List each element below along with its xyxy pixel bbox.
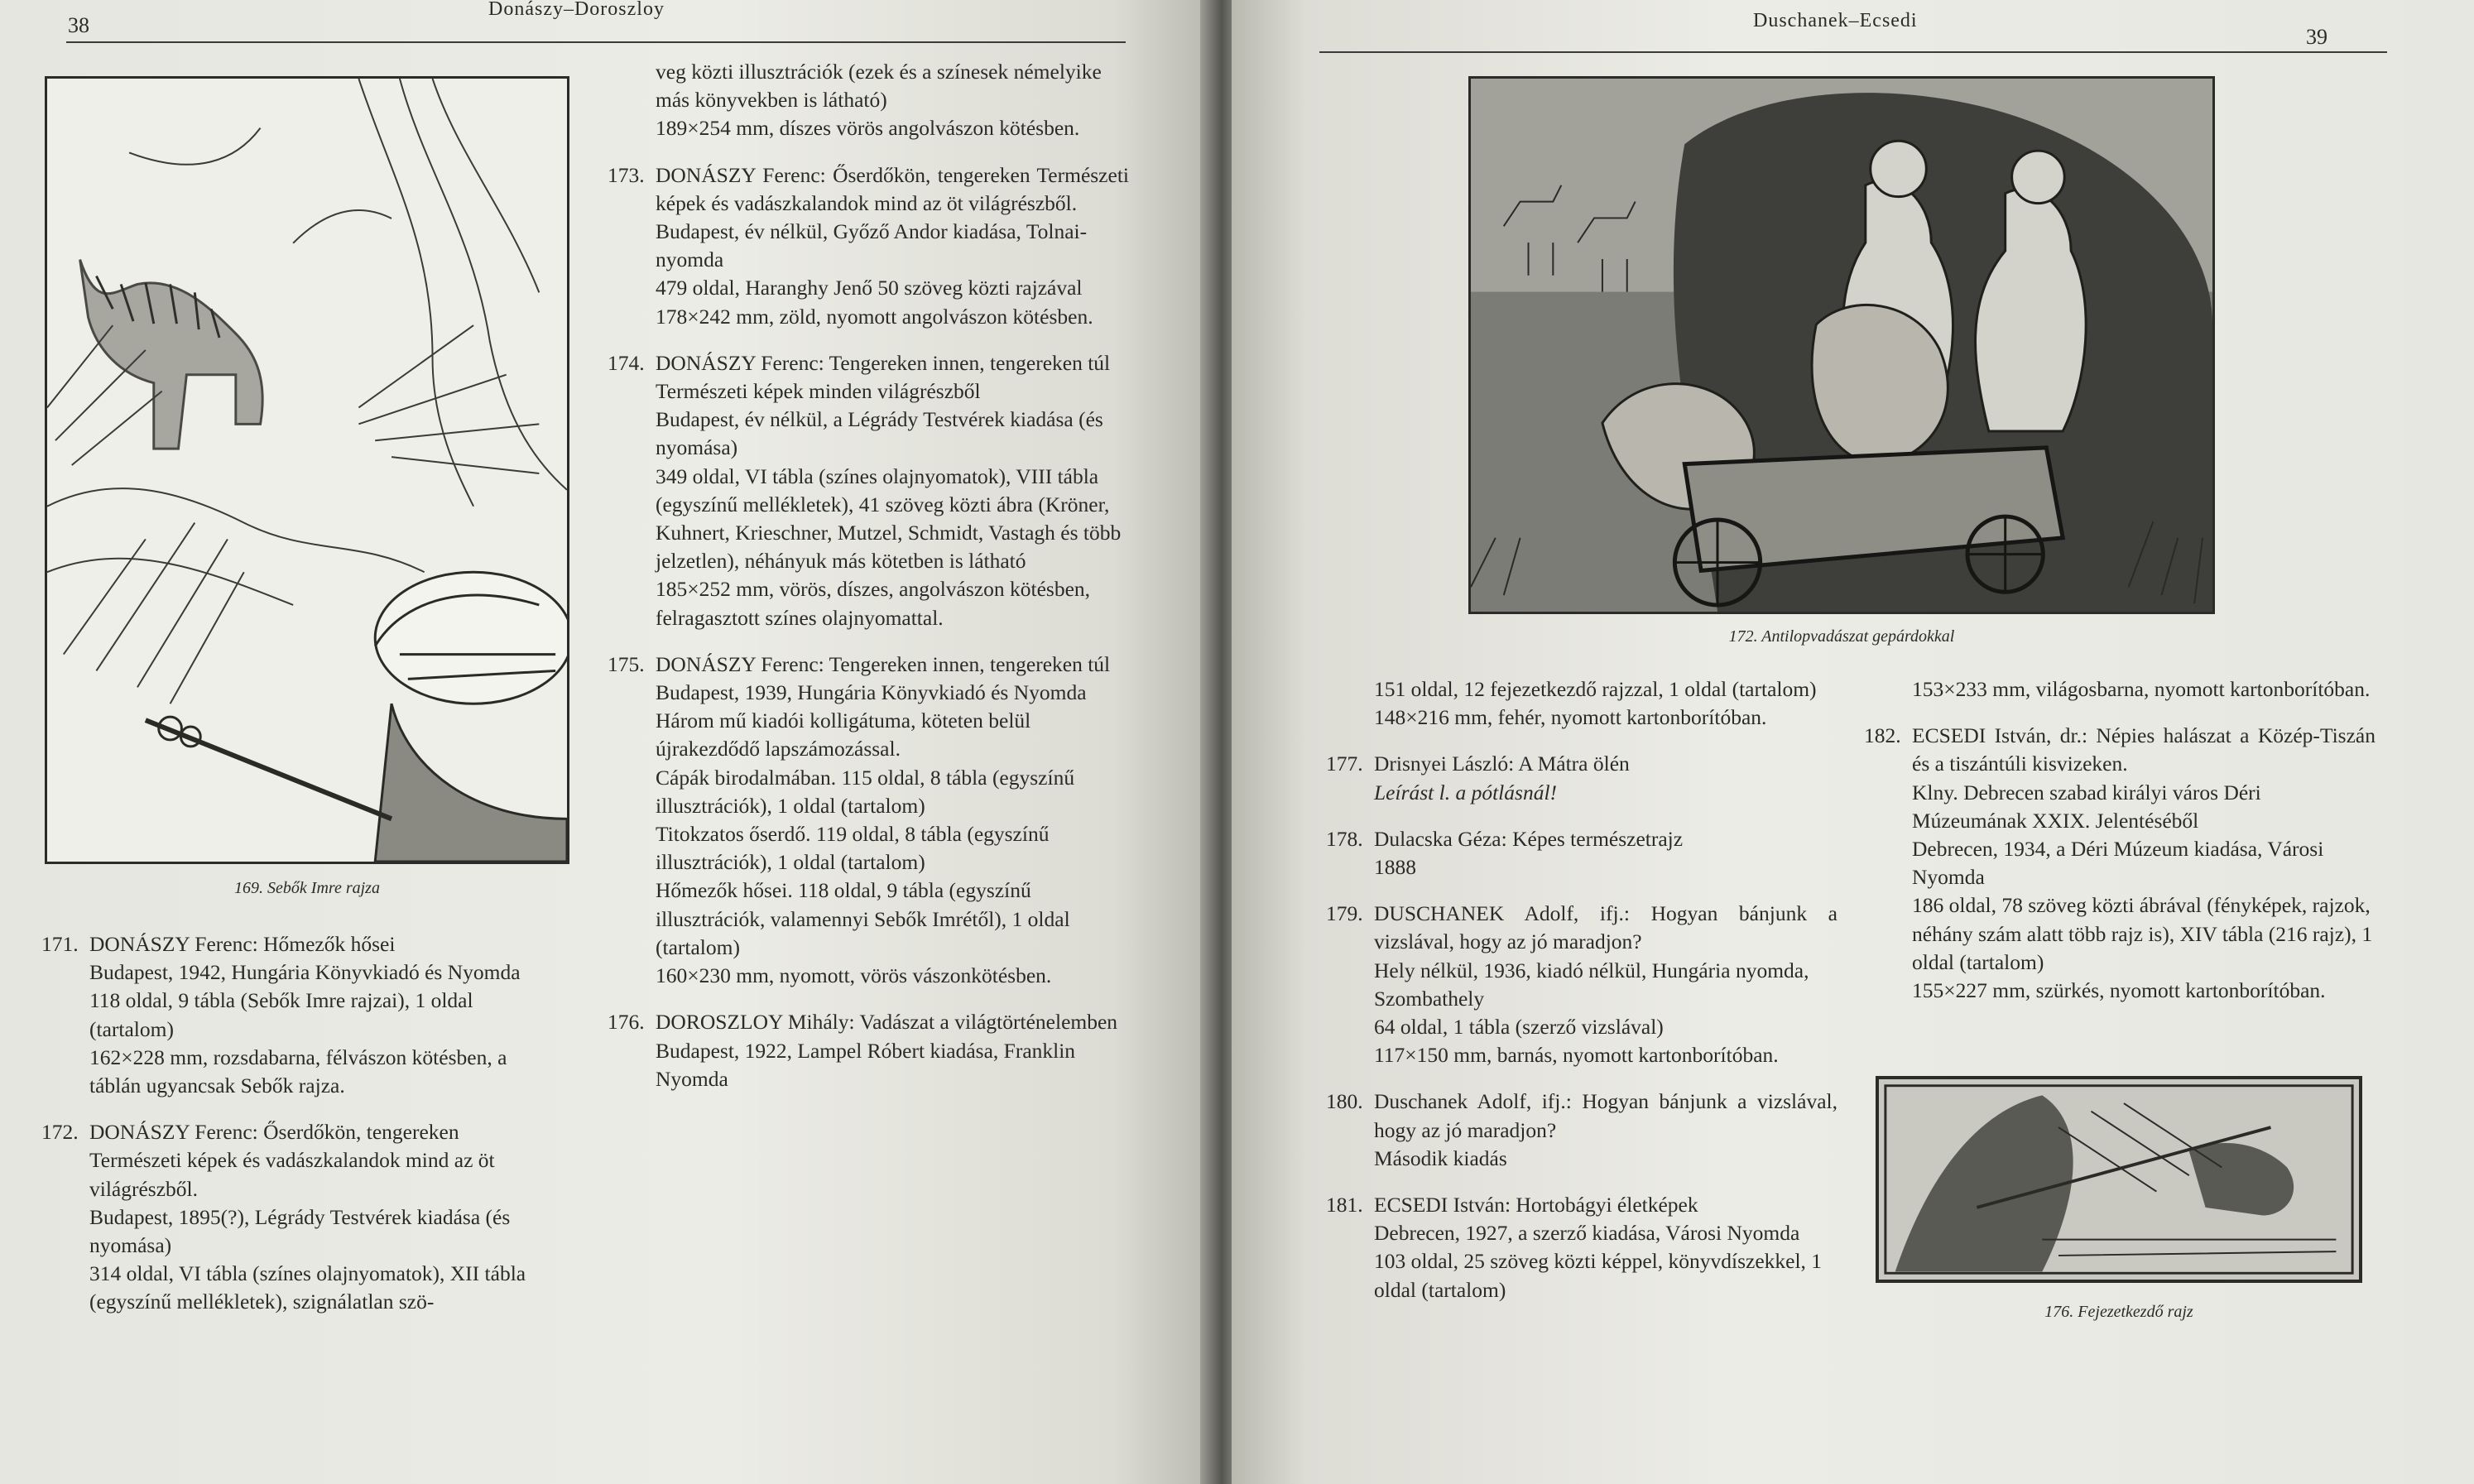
entry-line: Budapest, 1895(?), Légrády Testvérek kiadása (és nyomása)	[89, 1204, 511, 1258]
entry-line: 118 oldal, 9 tábla (Sebők Imre rajzai), 1 oldal (tartalom)	[89, 988, 473, 1041]
bibliography-entry	[41, 1118, 561, 1316]
chapter-opening-drawing	[1879, 1079, 2359, 1280]
entry-line: Debrecen, 1927, a szerző kiadása, Városi Nyomda	[1374, 1221, 1800, 1246]
antelope-hunt-illustration	[1468, 76, 2215, 614]
bibliography-entry	[1326, 750, 1837, 806]
bibliography-entry	[1326, 1088, 1837, 1173]
entry-heading: ECSEDI István, dr.: Népies halászat a Közép-Tiszán és a tiszántúli kisvizeken.	[1912, 723, 2376, 776]
page-number: 39	[2306, 25, 2327, 49]
bibliography-entry	[41, 930, 561, 1100]
tiger-hunter-illustration	[45, 76, 569, 864]
entry-number: 172.	[41, 1120, 79, 1145]
entry-line: 1888	[1374, 855, 1416, 880]
bibliography-entry	[1326, 1191, 1837, 1304]
bibliography-entry	[608, 1008, 1129, 1093]
entry-line: 178×242 mm, zöld, nyomott angolvászon kötésben.	[656, 304, 1093, 329]
right-column-2	[1864, 675, 2376, 1023]
entry-line: 479 oldal, Haranghy Jenő 50 szöveg közti rajzával	[656, 276, 1083, 300]
bibliography-entry	[1864, 722, 2376, 1005]
bibliography-entry	[1326, 825, 1837, 881]
entry-heading: DOROSZLOY Mihály: Vadászat a világtörténelemben	[656, 1010, 1118, 1035]
illustration-caption: 172. Antilopvadászat gepárdokkal	[1728, 627, 1955, 646]
entry-heading: DONÁSZY Ferenc: Őserdőkön, tengereken	[89, 1120, 459, 1145]
entry-heading: DONÁSZY Ferenc: Őserdőkön, tengereken Természeti képek és vadászkalandok mind az öt világrészből.	[656, 162, 1129, 215]
entry-line: Klny. Debrecen szabad királyi város Déri Múzeumának XXIX. Jelentéséből	[1912, 780, 2261, 833]
entry-line: Hőmezők hősei. 118 oldal, 9 tábla (egyszínű illusztrációk, valamennyi Sebők Imrétől), 1 oldal (tartalom)	[656, 878, 1070, 959]
entry-number: 174.	[608, 350, 645, 375]
running-head: Duschanek–Ecsedi	[1753, 10, 1918, 31]
entry-heading: DUSCHANEK Adolf, ifj.: Hogyan bánjunk a vizslával, hogy az jó maradjon?	[1374, 901, 1837, 954]
left-column-1	[41, 930, 561, 1335]
header-rule	[1319, 51, 2387, 53]
left-page	[0, 0, 1210, 1484]
entry-number: 180.	[1326, 1089, 1363, 1114]
entry-line: Cápák birodalmában. 115 oldal, 8 tábla (egyszínű illusztrációk), 1 oldal (tartalom)	[656, 765, 1075, 818]
entry-number: 177.	[1326, 752, 1363, 776]
illustration-caption: 169. Sebők Imre rajza	[234, 879, 380, 897]
entry-number: 179.	[1326, 901, 1363, 926]
entry-line: 155×227 mm, szürkés, nyomott kartonborítóban.	[1912, 978, 2326, 1003]
entry-heading: DONÁSZY Ferenc: Hőmezők hősei	[89, 932, 396, 956]
tiger-hunter-drawing	[47, 79, 567, 862]
entry-number: 171.	[41, 932, 79, 956]
entry-line: 160×230 mm, nyomott, vörös vászonkötésben.	[656, 963, 1052, 988]
entry-line: 64 oldal, 1 tábla (szerző vizslával)	[1374, 1015, 1664, 1040]
entry-line: 185×252 mm, vörös, díszes, angolvászon kötésben, felragasztott színes olajnyomattal.	[656, 577, 1091, 630]
entry-line: 314 oldal, VI tábla (színes olajnyomatok), XII tábla (egyszínű mellékletek), szignálatlan szö-	[89, 1261, 526, 1314]
entry-line: Budapest, 1922, Lampel Róbert kiadása, Franklin Nyomda	[656, 1038, 1076, 1091]
entry-number: 173.	[608, 162, 645, 187]
entry-heading: DONÁSZY Ferenc: Tengereken innen, tengereken túl	[656, 651, 1111, 676]
entry-heading: Drisnyei László: A Mátra ölén	[1374, 752, 1630, 776]
chapter-opening-illustration	[1876, 1076, 2362, 1283]
entry-line: Három mű kiadói kolligátuma, köteten belül újrakezdődő lapszámozással.	[656, 708, 1031, 761]
entry-line: 153×233 mm, világosbarna, nyomott kartonborítóban.	[1912, 677, 2371, 701]
bibliography-entry-continuation	[1374, 675, 1837, 732]
entry-heading: Duschanek Adolf, ifj.: Hogyan bánjunk a vizslával, hogy az jó maradjon?	[1374, 1089, 1837, 1142]
entry-number: 175.	[608, 651, 645, 676]
bibliography-entry	[608, 349, 1129, 632]
entry-line: Debrecen, 1934, a Déri Múzeum kiadása, Városi Nyomda	[1912, 837, 2324, 890]
entry-line: Második kiadás	[1374, 1145, 1507, 1170]
entry-line: 117×150 mm, barnás, nyomott kartonborítóban.	[1374, 1043, 1779, 1068]
page-number: 38	[68, 13, 89, 37]
entry-heading: DONÁSZY Ferenc: Tengereken innen, tengereken túl	[656, 350, 1111, 375]
entry-number: 178.	[1326, 826, 1363, 851]
header-rule	[66, 41, 1126, 43]
entry-heading: ECSEDI István: Hortobágyi életképek	[1374, 1193, 1698, 1217]
entry-line: Budapest, 1942, Hungária Könyvkiadó és Nyomda	[89, 960, 521, 985]
entry-line: Budapest, év nélkül, a Légrády Testvérek kiadása (és nyomása)	[656, 407, 1103, 460]
entry-line: 186 oldal, 78 szöveg közti ábrával (fényképek, rajzok, néhány szám alatt több rajz is), XIV tábla (216 rajz), 1 oldal (tartalom)	[1912, 893, 2373, 974]
entry-line: 349 oldal, VI tábla (színes olajnyomatok), VIII tábla (egyszínű mellékletek), 41 szöveg közti ábra (Kröner, Kuhnert, Krieschner, Mutzel, Schmidt, Vastagh és több jelzetlen), néhányuk más kötetben is látható	[656, 463, 1122, 574]
entry-line: 189×254 mm, díszes vörös angolvászon kötésben.	[656, 116, 1080, 141]
illustration-caption: 176. Fejezetkezdő rajz	[2044, 1303, 2193, 1321]
entry-number: 181.	[1326, 1193, 1363, 1217]
entry-line: 148×216 mm, fehér, nyomott kartonborítóban.	[1374, 705, 1767, 730]
entry-number: 176.	[608, 1010, 645, 1035]
entry-heading: Dulacska Géza: Képes természetrajz	[1374, 826, 1684, 851]
entry-line: veg közti illusztrációk (ezek és a színesek némelyike más könyvekben is látható)	[656, 60, 1102, 113]
bibliography-entry-continuation	[1912, 675, 2376, 704]
bibliography-entry	[608, 161, 1129, 331]
running-head: Donászy–Doroszloy	[488, 0, 665, 20]
entry-line: Titokzatos őserdő. 119 oldal, 8 tábla (egyszínű illusztrációk), 1 oldal (tartalom)	[656, 822, 1050, 875]
entry-number: 182.	[1864, 723, 1901, 748]
antelope-hunt-engraving	[1471, 79, 2212, 612]
entry-line: Budapest, 1939, Hungária Könyvkiadó és Nyomda	[656, 680, 1087, 705]
entry-line: Természeti képek minden világrészből	[656, 379, 981, 404]
entry-line: Hely nélkül, 1936, kiadó nélkül, Hungária nyomda, Szombathely	[1374, 958, 1809, 1011]
entry-note: Leírást l. a pótlásnál!	[1374, 780, 1558, 804]
entry-line: Természeti képek és vadászkalandok mind az öt világrészből.	[89, 1148, 495, 1201]
entry-line: 162×228 mm, rozsdabarna, félvászon kötésben, a táblán ugyancsak Sebők rajza.	[89, 1045, 507, 1098]
left-column-2	[608, 58, 1129, 1112]
right-column-1	[1326, 675, 1837, 1323]
entry-line: 151 oldal, 12 fejezetkezdő rajzzal, 1 oldal (tartalom)	[1374, 677, 1817, 701]
entry-line: 103 oldal, 25 szöveg közti képpel, könyvdíszekkel, 1 oldal (tartalom)	[1374, 1249, 1823, 1302]
bibliography-entry	[608, 651, 1129, 990]
entry-line: Budapest, év nélkül, Győző Andor kiadása, Tolnai-nyomda	[656, 219, 1088, 272]
right-page	[1232, 0, 2474, 1484]
bibliography-entry-continuation	[656, 58, 1129, 143]
bibliography-entry	[1326, 900, 1837, 1069]
